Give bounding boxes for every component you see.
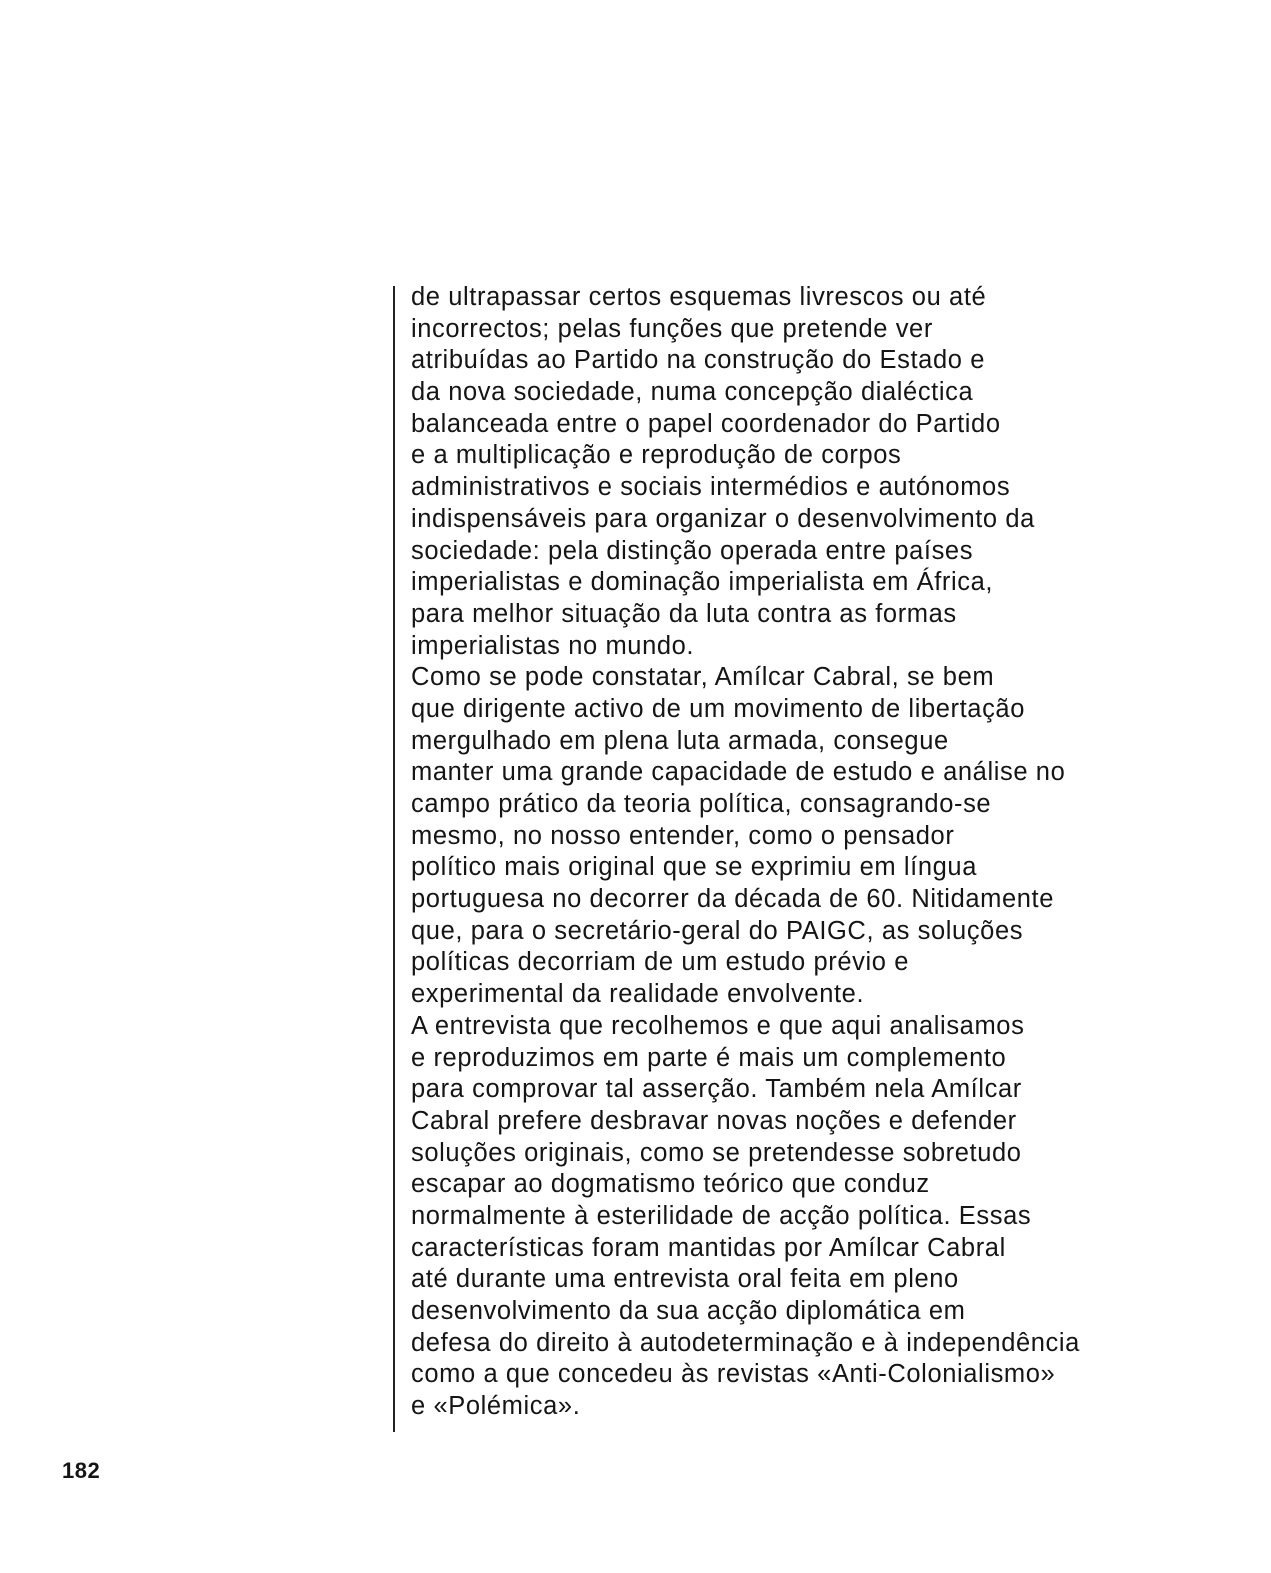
text-line: defesa do direito à autodeterminação e à independência <box>411 1328 1080 1357</box>
text-line: soluções originais, como se pretendesse sobretudo <box>411 1138 1022 1167</box>
text-line: para melhor situação da luta contra as formas <box>411 599 957 628</box>
text-line: e reproduzimos em parte é mais um complemento <box>411 1043 1007 1072</box>
text-line: até durante uma entrevista oral feita em pleno <box>411 1265 959 1294</box>
text-line: imperialistas no mundo. <box>411 631 695 660</box>
margin-rule <box>393 286 395 1432</box>
text-line: normalmente à esterilidade de acção política. Essas <box>411 1201 1032 1230</box>
text-line: escapar ao dogmatismo teórico que conduz <box>411 1170 930 1199</box>
text-line: campo prático da teoria política, consagrando-se <box>411 790 992 818</box>
text-line: portuguesa no decorrer da década de 60. Nitidamente <box>411 885 1055 914</box>
text-line: e «Polémica». <box>411 1392 581 1421</box>
page-number: 182 <box>62 1458 101 1483</box>
text-line: indispensáveis para organizar o desenvolvimento da <box>411 504 1035 533</box>
text-line: manter uma grande capacidade de estudo e análise no <box>411 758 1066 787</box>
text-line: da nova sociedade, numa concepção dialéctica <box>411 378 974 407</box>
text-line: atribuídas ao Partido na construção do Estado e <box>411 346 985 375</box>
text-line: políticas decorriam de um estudo prévio e <box>411 948 910 977</box>
text-line: características foram mantidas por Amílcar Cabral <box>411 1233 1006 1262</box>
text-line: como a que concedeu às revistas «Anti-Colonialismo» <box>411 1360 1056 1389</box>
text-line: incorrectos; pelas funções que pretende ver <box>411 314 933 343</box>
text-line: sociedade: pela distinção operada entre países <box>411 536 974 565</box>
text-line: desenvolvimento da sua acção diplomática em <box>411 1297 966 1325</box>
text-line: A entrevista que recolhemos e que aqui analisamos <box>411 1011 1025 1040</box>
text-line: para comprovar tal asserção. Também nela Amílcar <box>411 1075 1022 1104</box>
text-line: imperialistas e dominação imperialista em África, <box>411 568 994 597</box>
body-text <box>411 282 1231 1423</box>
text-line: político mais original que se exprimiu em língua <box>411 853 977 882</box>
text-line: experimental da realidade envolvente. <box>411 980 865 1009</box>
text-line: mesmo, no nosso entender, como o pensador <box>411 821 955 850</box>
text-line: administrativos e sociais intermédios e autónomos <box>411 473 1011 502</box>
text-line: que, para o secretário-geral do PAIGC, as soluções <box>411 916 1024 945</box>
text-line: balanceada entre o papel coordenador do Partido <box>411 409 1001 438</box>
text-line: e a multiplicação e reprodução de corpos <box>411 441 902 470</box>
text-line: que dirigente activo de um movimento de libertação <box>411 694 1025 723</box>
text-line: Cabral prefere desbravar novas noções e defender <box>411 1106 1017 1135</box>
text-line: de ultrapassar certos esquemas livrescos ou até <box>411 283 987 311</box>
text-line: mergulhado em plena luta armada, consegue <box>411 726 949 755</box>
text-line: Como se pode constatar, Amílcar Cabral, se bem <box>411 663 995 692</box>
